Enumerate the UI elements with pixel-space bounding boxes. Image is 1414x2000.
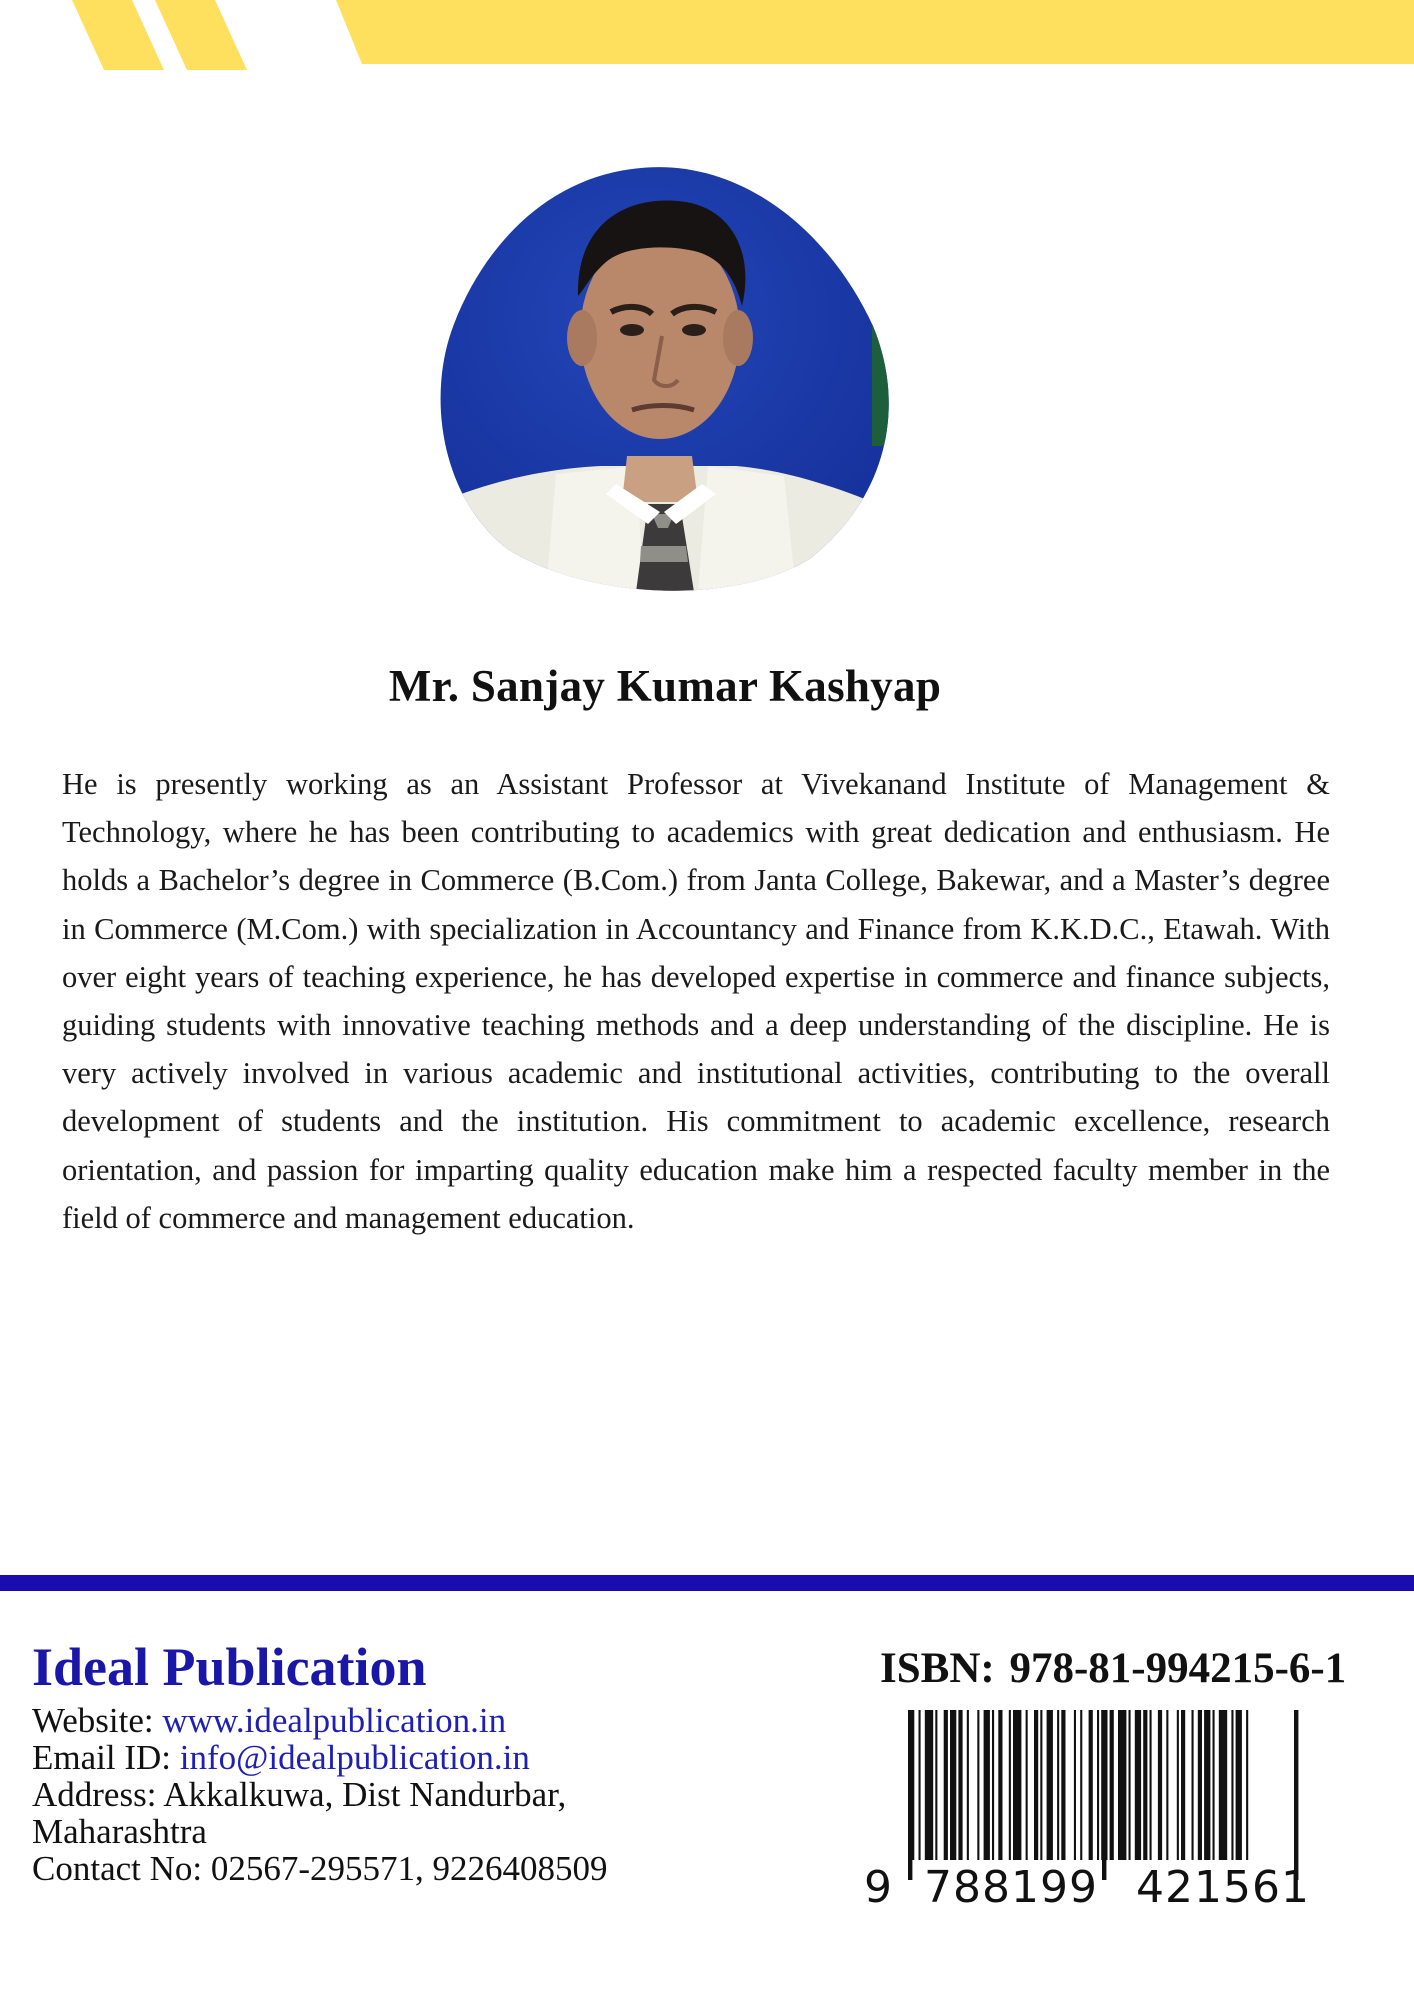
- barcode-bar: [1135, 1710, 1141, 1860]
- barcode-bar: [1198, 1710, 1202, 1860]
- barcode-digits-group-2: 421561: [1136, 1862, 1310, 1906]
- barcode-icon: [864, 1710, 1350, 1906]
- email-label: Email ID:: [32, 1738, 180, 1777]
- yellow-top-band: [336, 0, 1414, 64]
- barcode-guard-bar: [1104, 1710, 1106, 1880]
- barcode-bar: [925, 1710, 933, 1860]
- barcode-bar: [1097, 1710, 1099, 1860]
- yellow-stripe-1: [72, 0, 164, 70]
- barcode-bar: [1034, 1710, 1038, 1860]
- barcode-bar: [992, 1710, 994, 1860]
- website-link[interactable]: www.idealpublication.in: [162, 1701, 507, 1740]
- barcode-bar: [1118, 1710, 1126, 1860]
- barcode-bar: [1080, 1710, 1082, 1860]
- barcode-bar: [1166, 1710, 1168, 1860]
- barcode-bar: [1204, 1710, 1210, 1860]
- contact-line: Contact No: 02567-295571, 9226408509: [32, 1849, 608, 1888]
- address-line-2: Maharashtra: [32, 1812, 207, 1851]
- barcode-bar: [1074, 1710, 1076, 1860]
- barcode-bar: [1143, 1710, 1147, 1860]
- barcode-bar: [1219, 1710, 1227, 1860]
- barcode-bar: [1150, 1710, 1152, 1860]
- barcode-bar: [944, 1710, 948, 1860]
- barcode-bar: [984, 1710, 990, 1860]
- publisher-details: [32, 1702, 608, 1887]
- email-line: [32, 1739, 608, 1776]
- website-line: [32, 1702, 608, 1739]
- barcode-bar: [998, 1710, 1002, 1860]
- address-line-1: Address: Akkalkuwa, Dist Nandurbar,: [32, 1775, 567, 1814]
- barcode-bar: [977, 1710, 979, 1860]
- author-name: Mr. Sanjay Kumar Kashyap: [388, 661, 942, 711]
- author-bio: He is presently working as an Assistant Professor at Vivekanand Institute of Management & Technology, where he has been contributing to academics with great dedication and enthusiasm. He holds a Bachelor’s degree in Commerce (B.Com.) from Janta College, Bakewar, and a Master’s degree in Commerce (M.Com.) with specialization in Accountancy and Finance from K.K.D.C., Etawah. With over eight years of teaching experience, he has developed expertise in commerce and finance subjects, guiding students with innovative teaching methods and a deep understanding of the discipline. He is very actively involved in various academic and institutional activities, contributing to the overall development of students and the institution. His commitment to academic excellence, research orientation, and passion for imparting quality education make him a respected faculty member in the field of commerce and management education.: [62, 767, 1330, 1235]
- author-photo: [436, 166, 894, 592]
- yellow-stripe-2: [155, 0, 247, 70]
- barcode-bar: [1192, 1710, 1194, 1860]
- barcode-bar: [1057, 1710, 1059, 1860]
- barcode-bar: [935, 1710, 937, 1860]
- barcode-bar: [1129, 1710, 1131, 1860]
- barcode-guard-bar: [910, 1710, 912, 1880]
- barcode-bar: [958, 1710, 962, 1860]
- barcode-bar: [1026, 1710, 1028, 1860]
- barcode-bar: [1009, 1710, 1011, 1860]
- website-label: Website:: [32, 1701, 163, 1740]
- barcode-bar: [1040, 1710, 1042, 1860]
- barcode-bar: [1177, 1710, 1179, 1860]
- barcode-bar: [1213, 1710, 1215, 1860]
- footer-divider: [0, 1575, 1414, 1591]
- top-decoration-stripes: [0, 0, 1414, 70]
- barcode-bar: [1061, 1710, 1065, 1860]
- barcode-guard-bar: [1296, 1710, 1298, 1880]
- barcode-bar: [950, 1710, 956, 1860]
- barcode-bar: [1110, 1710, 1114, 1860]
- email-link[interactable]: info@idealpublication.in: [179, 1738, 530, 1777]
- barcode-bar: [1231, 1710, 1233, 1860]
- barcode-digits-group-1: 788199: [924, 1862, 1098, 1906]
- barcode-bar: [967, 1710, 969, 1860]
- isbn-label: ISBN: 978-81-994215-6-1: [880, 1645, 1347, 1692]
- barcode-bar: [919, 1710, 921, 1860]
- barcode-bar: [1089, 1710, 1093, 1860]
- publisher-name: Ideal Publication: [32, 1637, 427, 1697]
- barcode-bar: [1246, 1710, 1248, 1860]
- barcode-bar: [1236, 1710, 1242, 1860]
- barcode-bar: [1013, 1710, 1021, 1860]
- barcode-bar: [1158, 1710, 1162, 1860]
- barcode-bar: [1181, 1710, 1185, 1860]
- barcode-bar: [1047, 1710, 1053, 1860]
- barcode-prefix-digit: 9: [864, 1862, 892, 1906]
